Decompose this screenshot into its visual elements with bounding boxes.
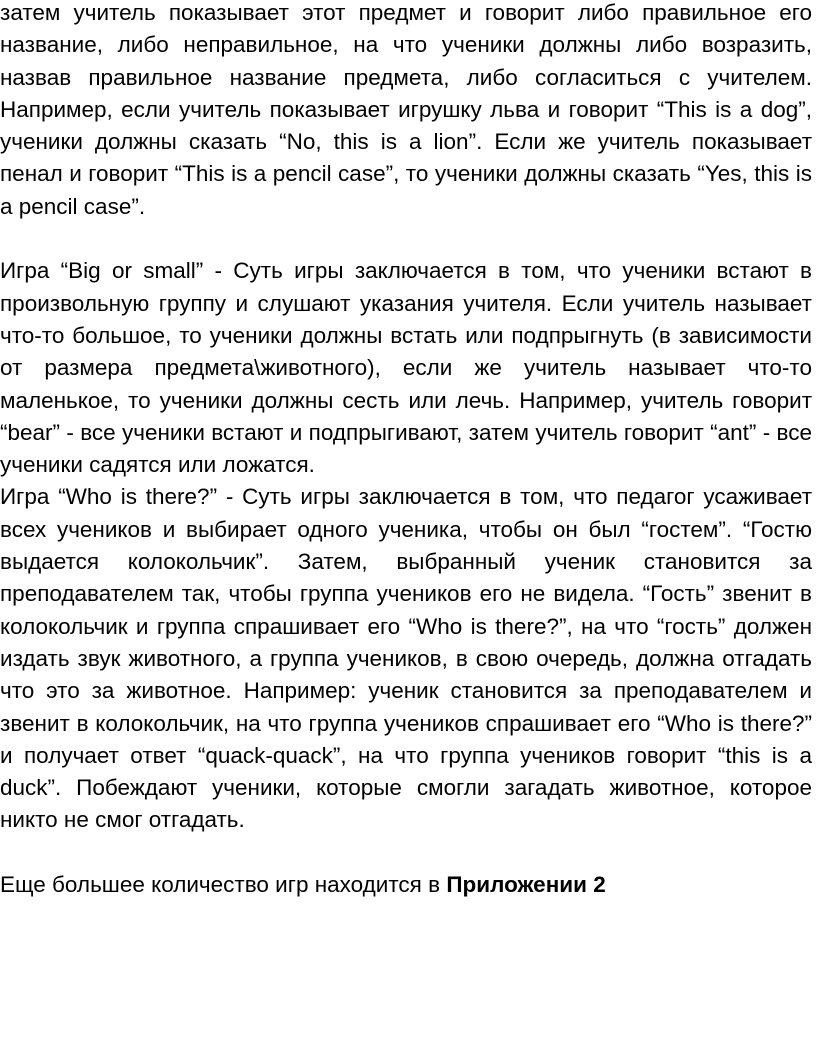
paragraph-big-or-small-game: Игра “Big or small” - Суть игры заключается в том, что ученики встают в произвольную группу и слушают указания учителя. Если учитель называет что-то большое, то ученики должны встать или подпрыгнуть (в зависимости от размера предмета\животного), если же учитель называет что-то маленькое, то ученики должны сесть или лечь. Например, учитель говорит “bear” - все ученики встают и подпрыгивают, затем учитель говорит “ant” - все ученики садятся или ложатся. <box>0 258 812 478</box>
appendix-reference: Приложении 2 <box>446 872 606 898</box>
blank-line <box>0 837 812 869</box>
closing-text: Еще большее количество игр находится в <box>0 872 447 898</box>
blank-line <box>0 223 812 255</box>
closing-sentence <box>0 869 812 901</box>
paragraph-intro-game-continuation: затем учитель показывает этот предмет и говорит либо правильное его название, либо неправильное, на что ученики должны либо возразить, назвав правильное название предмета, либо согласиться с учителем. Например, если учитель показывает игрушку льва и говорит “This is a dog”, ученики должны сказать “No, this is a lion”. Если же учитель показывает пенал и говорит “This is a pencil case”, то ученики должны сказать “Yes, this is a pencil case”. <box>0 0 812 219</box>
paragraph-who-is-there-game: Игра “Who is there?” - Суть игры заключается в том, что педагог усаживает всех учеников и выбирает одного ученика, чтобы он был “гостем”. “Гостю выдается колокольчик”. Затем, выбранный ученик становится за преподавателем так, чтобы группа учеников его не видела. “Гость” звенит в колокольчик и группа спрашивает его “Who is there?”, на что “гость” должен издать звук животного, а группа учеников, в свою очередь, должна отгадать что это за животное. Например: ученик становится за преподавателем и звенит в колокольчик, на что группа учеников спрашивает его “Who is there?” и получает ответ “quack-quack”, на что группа учеников говорит “this is a duck”. Побеждают ученики, которые смогли загадать животное, которое никто не смог отгадать. <box>0 484 812 833</box>
